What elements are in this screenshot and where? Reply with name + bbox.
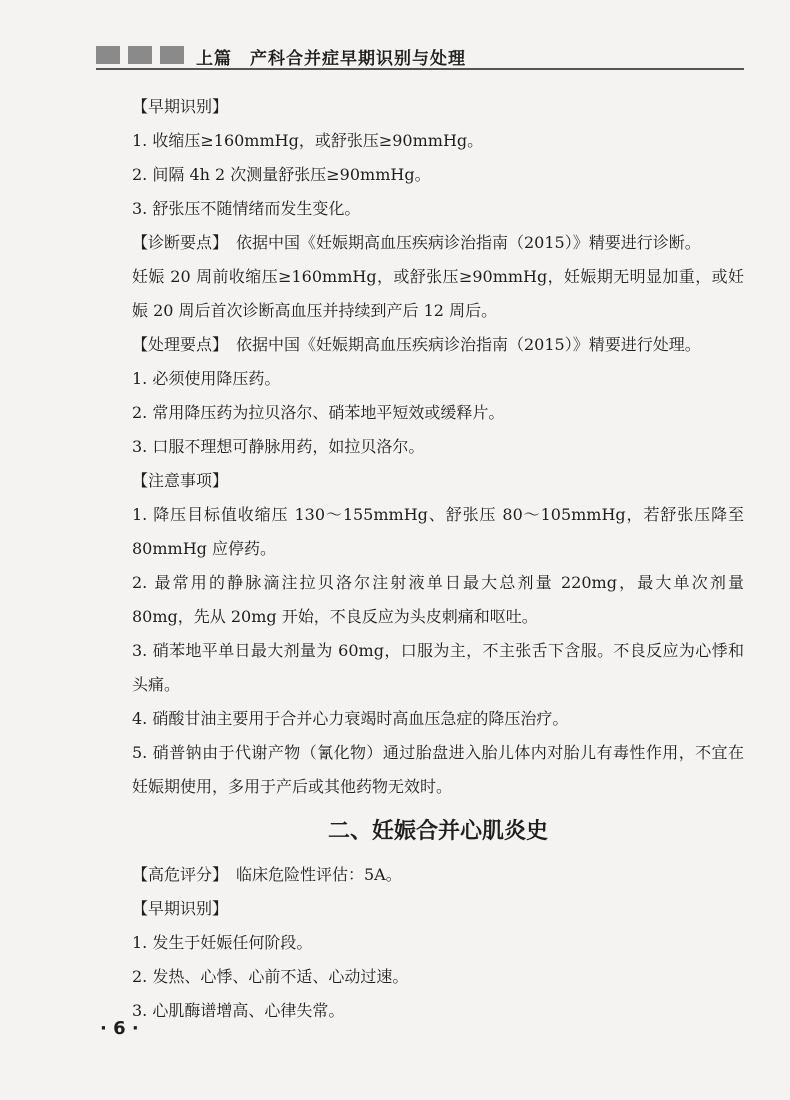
list-item: 1. 发生于妊娠任何阶段。 (132, 933, 313, 952)
list-item: 2. 常用降压药为拉贝洛尔、硝苯地平短效或缓释片。 (132, 403, 505, 422)
risk-score-paragraph: 【高危评分】 临床危险性评估：5A。 (132, 865, 402, 884)
list-item: 3. 口服不理想可静脉用药，如拉贝洛尔。 (132, 437, 425, 456)
list-item: 1. 必须使用降压药。 (132, 369, 281, 388)
header-part: 上篇 (196, 49, 232, 69)
list-item: 2. 发热、心悸、心前不适、心动过速。 (132, 967, 409, 986)
running-header (96, 40, 744, 70)
header-rule (96, 68, 744, 70)
header-decoration (96, 46, 192, 68)
list-item: 5. 硝普钠由于代谢产物（氰化物）通过胎盘进入胎儿体内对胎儿有毒性作用，不宜在妊娠期使用，多用于产后或其他药物无效时。 (132, 743, 744, 796)
list-item: 2. 间隔 4h 2 次测量舒张压≥90mmHg。 (132, 165, 431, 184)
list-item: 3. 硝苯地平单日最大剂量为 60mg，口服为主，不主张舌下含服。不良反应为心悸和头痛。 (132, 641, 744, 694)
list-item: 2. 最常用的静脉滴注拉贝洛尔注射液单日最大总剂量 220mg，最大单次剂量 80mg，先从 20mg 开始，不良反应为头皮刺痛和呕吐。 (132, 573, 744, 626)
list-item: 4. 硝酸甘油主要用于合并心力衰竭时高血压急症的降压治疗。 (132, 709, 569, 728)
page-body (104, 90, 744, 1028)
list-item: 1. 降压目标值收缩压 130～155mmHg、舒张压 80～105mmHg，若舒张压降至 80mmHg 应停药。 (132, 505, 744, 558)
label-early-identification: 【早期识别】 (132, 97, 229, 116)
page-number: · 6 · (100, 1018, 139, 1039)
body-paragraph: 妊娠 20 周前收缩压≥160mmHg，或舒张压≥90mmHg，妊娠期无明显加重，或妊娠 20 周后首次诊断高血压并持续到产后 12 周后。 (132, 267, 744, 320)
list-item: 3. 舒张压不随情绪而发生变化。 (132, 199, 361, 218)
header-title: 产科合并症早期识别与处理 (250, 49, 466, 69)
list-item: 3. 心肌酶谱增高、心律失常。 (132, 1001, 345, 1020)
treatment-paragraph: 【处理要点】 依据中国《妊娠期高血压疾病诊治指南（2015）》精要进行处理。 (132, 335, 701, 354)
header-block (96, 46, 120, 64)
header-block (128, 46, 152, 64)
label-early-identification: 【早期识别】 (132, 899, 229, 918)
list-item: 1. 收缩压≥160mmHg，或舒张压≥90mmHg。 (132, 131, 484, 150)
label-precautions: 【注意事项】 (132, 471, 229, 490)
diagnosis-paragraph: 【诊断要点】 依据中国《妊娠期高血压疾病诊治指南（2015）》精要进行诊断。 (132, 233, 701, 252)
section-heading: 二、妊娠合并心肌炎史 (327, 819, 548, 844)
header-block (160, 46, 184, 64)
